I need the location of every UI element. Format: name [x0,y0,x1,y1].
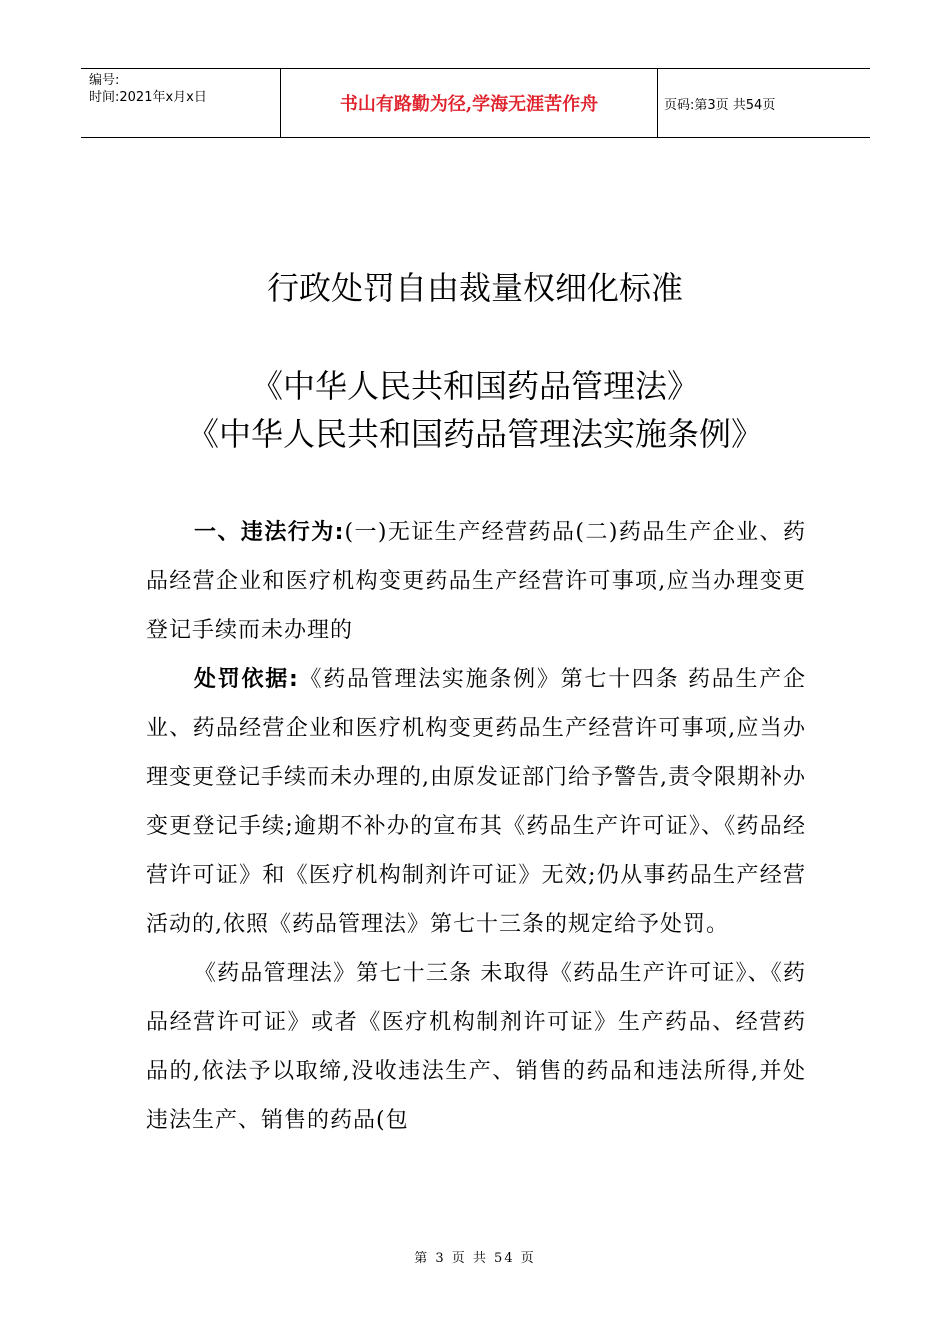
basis-text: 《药品管理法实施条例》第七十四条 药品生产企业、药品经营企业和医疗机构变更药品生产经营许可事项,应当办理变更登记手续而未办理的,由原发证部门给予警告,责令限期补办变更登记手续;逾期不补办的宣布其《药品生产许可证》、《药品经营许可证》和《医疗机构制剂许可证》无效;仍从事药品生产经营活动的,依照《药品管理法》第七十三条的规定给予处罚。 [146,667,806,937]
page-header [81,68,870,138]
basis-paragraph [146,655,806,949]
header-motto: 书山有路勤为径,学海无涯苦作舟 [281,69,658,137]
violation-label: 一、违法行为: [194,520,345,545]
basis-label: 处罚依据: [194,667,299,692]
document-title: 行政处罚自由裁量权细化标准 [266,269,683,307]
header-meta [81,69,281,137]
number-label: 编号: [89,73,120,88]
document-body [146,508,806,1145]
page-footer: 第 3 页 共 54 页 [414,1251,536,1266]
law-title-1: 《中华人民共和国药品管理法》 [250,367,699,405]
header-page-info: 页码:第3页 共54页 [664,97,776,113]
violation-text: (一)无证生产经营药品(二)药品生产企业、药品经营企业和医疗机构变更药品生产经营许可事项,应当办理变更登记手续而未办理的 [146,520,806,643]
article-paragraph [146,949,806,1145]
time-label: 时间:2021年x月x日 [89,90,207,105]
article-text: 《药品管理法》第七十三条 未取得《药品生产许可证》、《药品经营许可证》或者《医疗机构制剂许可证》生产药品、经营药品的,依法予以取缔,没收违法生产、销售的药品和违法所得,并处违法生产、销售的药品(包 [146,961,806,1133]
law-title-2: 《中华人民共和国药品管理法实施条例》 [186,415,763,453]
violation-paragraph [146,508,806,655]
